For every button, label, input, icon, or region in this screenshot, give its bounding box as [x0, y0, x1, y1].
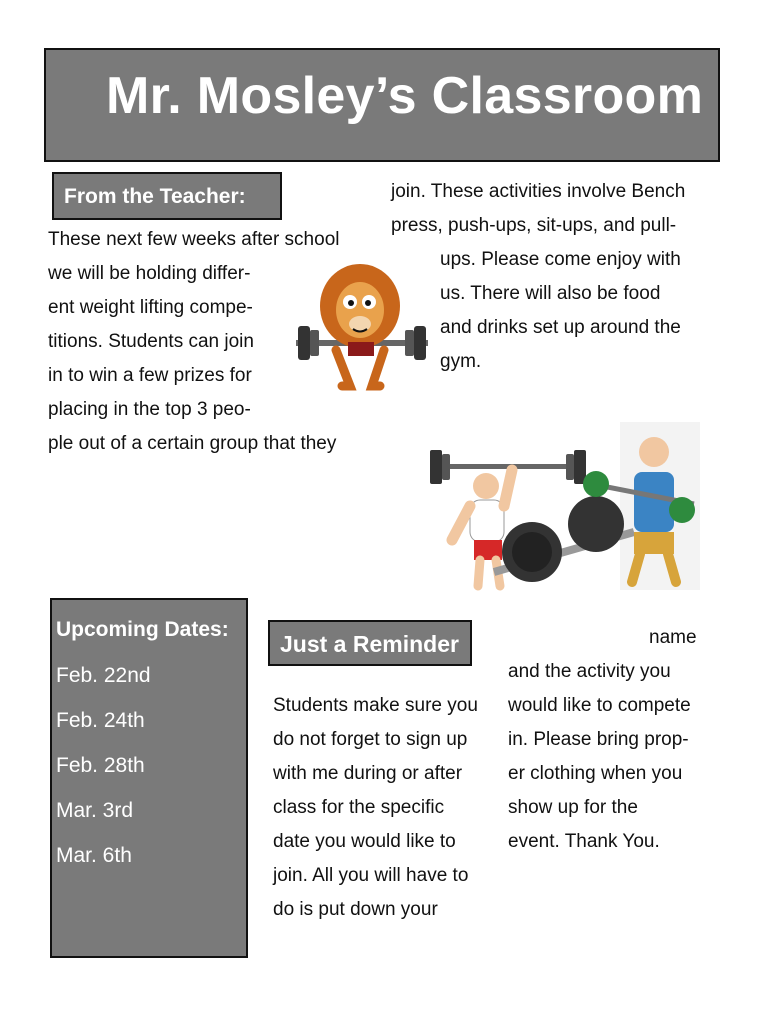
date-item: Feb. 24th: [56, 709, 145, 732]
teacher-text-line: titions. Students can join: [48, 331, 254, 352]
reminder-text-line: er clothing when you: [508, 763, 683, 784]
weightlifters-image: [424, 422, 700, 602]
reminder-text-line: do is put down your: [273, 899, 438, 920]
reminder-text-line: would like to compete: [508, 695, 691, 716]
upcoming-dates-title: Upcoming Dates:: [56, 618, 229, 641]
teacher-text-line: and drinks set up around the: [440, 317, 681, 338]
teacher-text-line: placing in the top 3 peo-: [48, 399, 251, 420]
teacher-text-line: These next few weeks after school: [48, 229, 340, 250]
reminder-text-line: class for the specific: [273, 797, 445, 818]
reminder-text-line: in. Please bring prop-: [508, 729, 689, 750]
teacher-section-label: From the Teacher:: [52, 172, 282, 220]
teacher-text-line: ups. Please come enjoy with: [440, 249, 681, 270]
reminder-text-line: date you would like to: [273, 831, 456, 852]
reminder-text-line: with me during or after: [273, 763, 463, 784]
teacher-text-line: we will be holding differ-: [48, 263, 251, 284]
lion-weightlifter-image: [290, 262, 434, 392]
reminder-text-line: do not forget to sign up: [273, 729, 468, 750]
page-title: Mr. Mosley’s Classroom: [106, 67, 704, 125]
teacher-text-line: press, push-ups, sit-ups, and pull-: [391, 215, 677, 236]
reminder-text-line: and the activity you: [508, 661, 671, 682]
teacher-text-line: gym.: [440, 351, 482, 372]
teacher-text-line: join. These activities involve Bench: [391, 181, 686, 202]
teacher-text-line: ent weight lifting compe-: [48, 297, 253, 318]
teacher-text-line: us. There will also be food: [440, 283, 661, 304]
teacher-text-line: ple out of a certain group that they: [48, 433, 337, 454]
date-item: Mar. 6th: [56, 844, 132, 867]
date-item: Mar. 3rd: [56, 799, 134, 822]
reminder-section-label: Just a Reminder: [268, 620, 472, 666]
date-item: Feb. 28th: [56, 754, 145, 777]
upcoming-dates-box: [50, 598, 248, 958]
teacher-text-line: in to win a few prizes for: [48, 365, 252, 386]
reminder-text-line: name: [649, 627, 697, 648]
reminder-text-line: join. All you will have to: [273, 865, 469, 886]
reminder-text-line: show up for the: [508, 797, 638, 818]
reminder-text-line: event. Thank You.: [508, 831, 660, 852]
reminder-text-line: Students make sure you: [273, 695, 478, 716]
date-item: Feb. 22nd: [56, 664, 151, 687]
